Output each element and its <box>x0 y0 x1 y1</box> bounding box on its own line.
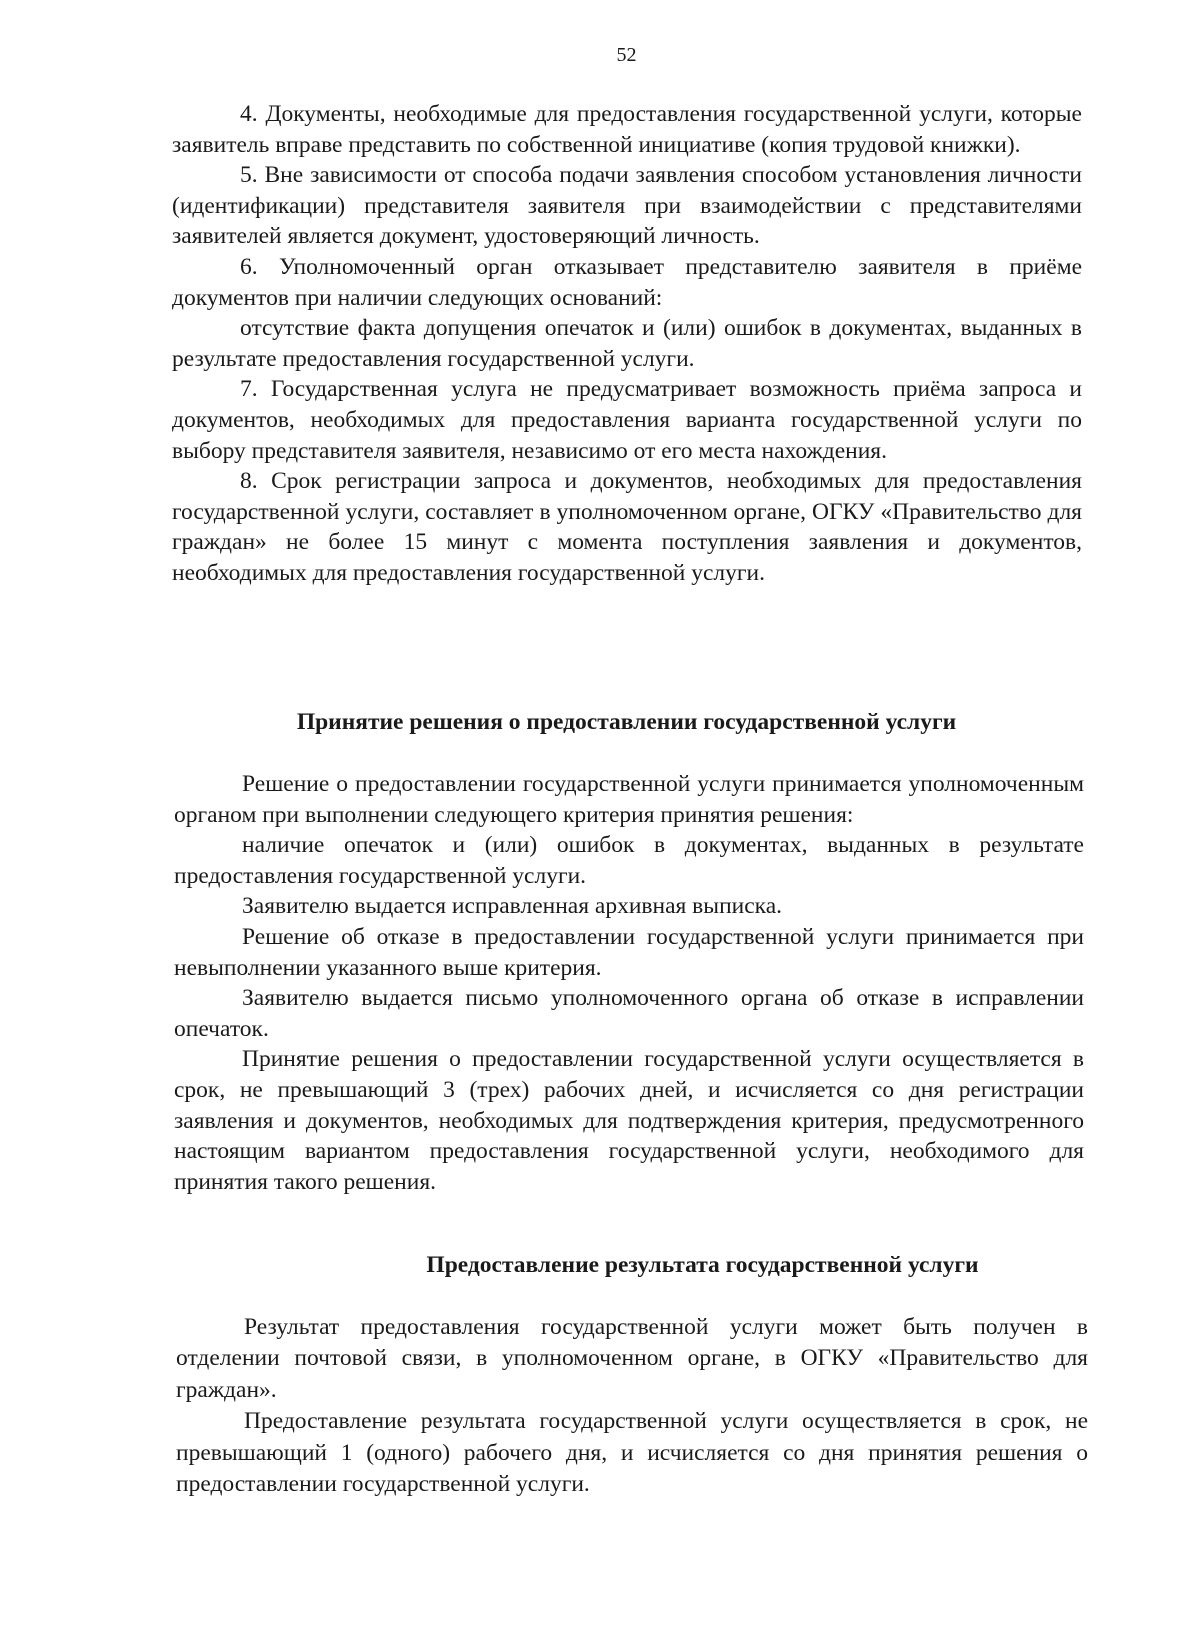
paragraph-item-5: 5. Вне зависимости от способа подачи заявления способом установления личности (идентификации) представителя заявителя при взаимодействии с представителями заявителей является документ, удостоверяющий личность. <box>172 162 1082 250</box>
paragraph-item-7: 7. Государственная услуга не предусматривает возможность приёма запроса и документов, необходимых для предоставления варианта государственной услуги по выбору представителя заявителя, независимо от его места нахождения. <box>172 376 1082 464</box>
paragraph-item-4: 4. Документы, необходимые для предоставления государственной услуги, которые заявитель вправе представить по собственной инициативе (копия трудовой книжки). <box>172 101 1082 158</box>
page-number: 52 <box>616 44 637 66</box>
paragraph-result-delivery: Результат предоставления государственной услуги может быть получен в отделении почтовой связи, в уполномоченном органе, в ОГКУ «Правительство для граждан». <box>176 1314 1088 1403</box>
paragraph-criterion-detail: наличие опечаток и (или) ошибок в документах, выданных в результате предоставления государственной услуги. <box>174 832 1084 889</box>
paragraph-item-6: 6. Уполномоченный орган отказывает представителю заявителя в приёме документов при наличии следующих оснований: <box>172 253 1082 311</box>
paragraph-decision-criterion: Решение о предоставлении государственной услуги принимается уполномоченным органом при выполнении следующего критерия принятия решения: <box>174 771 1084 828</box>
result-section <box>176 1312 1088 1500</box>
paragraph-result-term: Предоставление результата государственной услуги осуществляется в срок, не превышающий 1 (одного) рабочего дня, и исчисляется со дня принятия решения о предоставлении государственной услуги. <box>176 1408 1088 1498</box>
result-section-heading: Предоставление результата государственной услуги <box>426 1252 979 1278</box>
paragraph-refusal-decision: Решение об отказе в предоставлении государственной услуги принимается при невыполнении указанного выше критерия. <box>174 923 1084 981</box>
decision-section <box>174 769 1084 1197</box>
intro-section <box>172 99 1082 589</box>
paragraph-issued-extract: Заявителю выдается исправленная архивная выписка. <box>242 893 783 920</box>
paragraph-refusal-letter: Заявителю выдается письмо уполномоченного органа об отказе в исправлении опечаток. <box>174 985 1084 1042</box>
paragraph-refusal-ground: отсутствие факта допущения опечаток и (или) ошибок в документах, выданных в результате предоставления государственной услуги. <box>172 315 1082 372</box>
decision-section-heading: Принятие решения о предоставлении государственной услуги <box>296 709 957 735</box>
paragraph-decision-term: Принятие решения о предоставлении государственной услуги осуществляется в срок, не превышающий 3 (трех) рабочих дней, и исчисляется со дня регистрации заявления и документов, необходимых для подтверждения критерия, предусмотренного настоящим вариантом предоставления государственной услуги, необходимого для принятия такого решения. <box>174 1046 1084 1195</box>
paragraph-item-8: 8. Срок регистрации запроса и документов, необходимых для предоставления государственной услуги, составляет в уполномоченном органе, ОГКУ «Правительство для граждан» не более 15 минут с момента поступления заявления и документов, необходимых для предоставления государственной услуги. <box>172 468 1082 586</box>
